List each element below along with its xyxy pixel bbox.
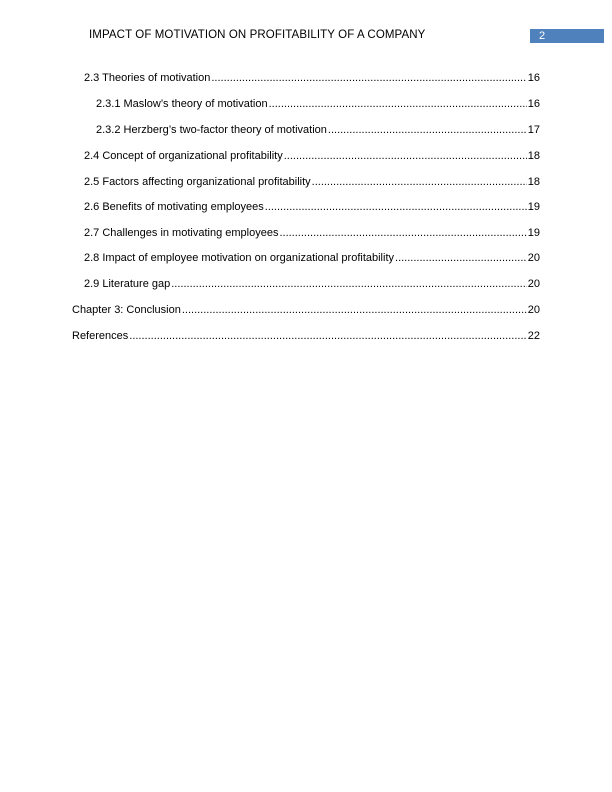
toc-entry-page: 19 [527, 227, 540, 239]
toc-entry[interactable] [84, 252, 540, 265]
toc-entry-page: 17 [527, 124, 540, 136]
toc-entry[interactable] [72, 330, 540, 343]
toc-dot-leader [279, 227, 526, 240]
toc-entry[interactable] [96, 98, 540, 111]
toc-entry[interactable] [84, 72, 540, 85]
toc-dot-leader [269, 98, 527, 111]
toc-entry-page: 20 [527, 278, 540, 290]
toc-dot-leader [129, 330, 526, 343]
toc-entry-label: 2.8 Impact of employee motivation on organizational profitability [84, 252, 395, 264]
toc-entry[interactable] [96, 124, 540, 137]
toc-entry[interactable] [84, 176, 540, 189]
toc-entry[interactable] [84, 227, 540, 240]
toc-dot-leader [312, 176, 527, 189]
toc-entry-label: 2.3.2 Herzberg’s two-factor theory of motivation [96, 124, 327, 136]
toc-entry-label: 2.9 Literature gap [84, 278, 171, 290]
toc-entry-label: Chapter 3: Conclusion [72, 304, 181, 316]
toc-entry-page: 20 [527, 304, 540, 316]
toc-entry-label: 2.7 Challenges in motivating employees [84, 227, 279, 239]
toc-entry-page: 20 [527, 252, 540, 264]
toc-entry-page: 16 [527, 98, 540, 110]
toc-entry[interactable] [84, 201, 540, 214]
toc-entry-page: 18 [527, 176, 540, 188]
toc-dot-leader [395, 252, 527, 265]
running-header-title: IMPACT OF MOTIVATION ON PROFITABILITY OF A COMPANY [89, 29, 426, 41]
page-number-badge [530, 29, 604, 43]
toc-entry-label: 2.5 Factors affecting organizational profitability [84, 176, 311, 188]
toc-entry-label: 2.6 Benefits of motivating employees [84, 201, 264, 213]
page-number: 2 [539, 30, 546, 42]
toc-entry-label: 2.3.1 Maslow’s theory of motivation [96, 98, 268, 110]
toc-entry-page: 16 [527, 72, 540, 84]
toc-entry-label: References [72, 330, 129, 342]
toc-entry[interactable] [84, 150, 540, 163]
toc-dot-leader [182, 304, 527, 317]
toc-dot-leader [211, 72, 526, 85]
toc-entry-page: 18 [527, 150, 540, 162]
toc-dot-leader [265, 201, 527, 214]
toc-dot-leader [328, 124, 527, 137]
toc-entry-page: 22 [527, 330, 540, 342]
toc-entry-page: 19 [527, 201, 540, 213]
toc-entry-label: 2.4 Concept of organizational profitability [84, 150, 283, 162]
toc-dot-leader [171, 278, 527, 291]
toc-dot-leader [284, 150, 527, 163]
toc-entry[interactable] [84, 278, 540, 291]
toc-entry[interactable] [72, 304, 540, 317]
toc-entry-label: 2.3 Theories of motivation [84, 72, 211, 84]
